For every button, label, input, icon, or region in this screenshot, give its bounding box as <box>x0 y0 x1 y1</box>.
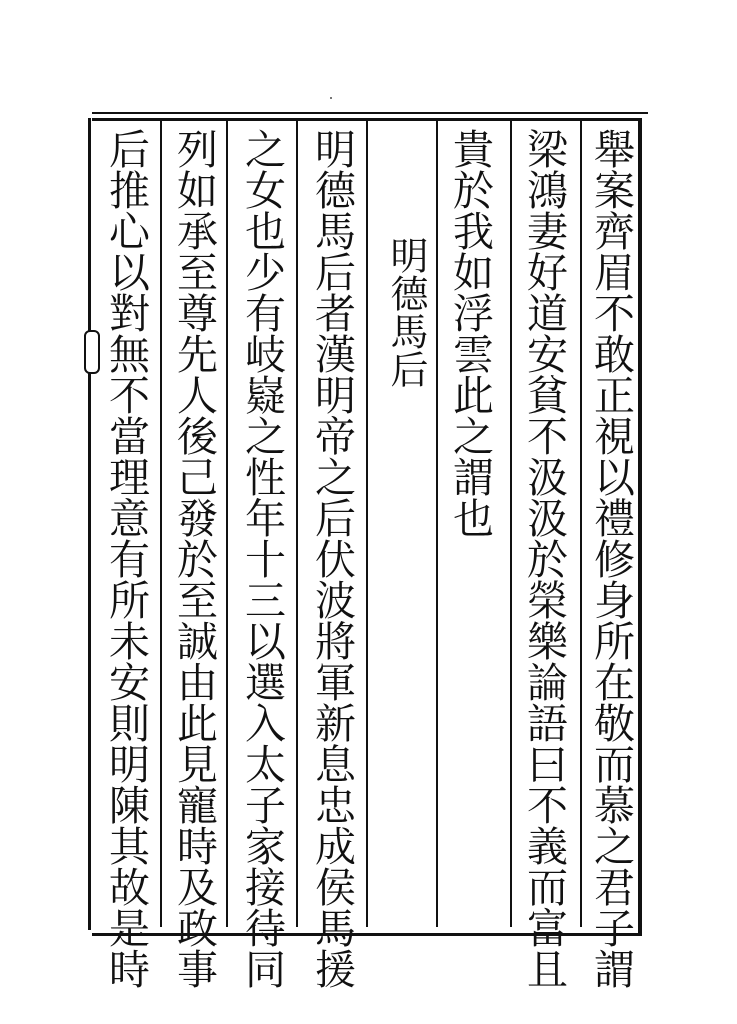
column-rule <box>296 121 298 927</box>
top-border-rule <box>92 112 648 114</box>
text-column-7: 列如承至尊先人後己發於至誠由此見寵時及政事 <box>170 128 218 989</box>
section-heading: 明德馬后 <box>384 236 428 388</box>
column-rule <box>366 121 368 927</box>
column-rule <box>510 121 512 927</box>
text-column-5: 明德馬后者漢明帝之后伏波將軍新息忠成侯馬援 <box>308 128 356 989</box>
margin-rule <box>88 118 91 930</box>
dust-dot <box>330 97 332 99</box>
column-rule <box>580 121 582 927</box>
column-rule <box>436 121 438 927</box>
left-margin <box>0 118 92 930</box>
text-column-8: 后推心以對無不當理意有所未安則明陳其故是時 <box>102 128 150 989</box>
text-column-6: 之女也少有岐嶷之性年十三以選入太子家接待同 <box>238 128 286 989</box>
text-column-2: 梁鴻妻好道安貧不汲汲於榮樂論語曰不義而富且 <box>520 128 568 989</box>
text-column-1: 舉案齊眉不敢正視以禮修身所在敬而慕之君子謂 <box>587 128 635 989</box>
text-column-3: 貴於我如浮雲此之謂也 <box>446 128 494 538</box>
column-rule <box>226 121 228 927</box>
column-rule <box>160 121 162 927</box>
